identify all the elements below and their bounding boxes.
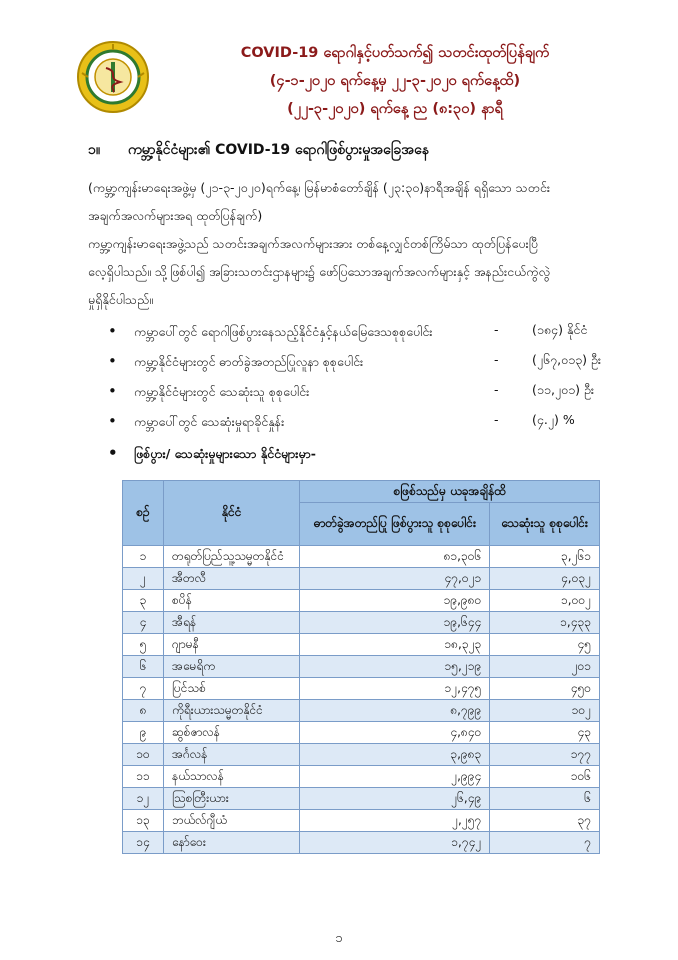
cell-deaths: ၃,၂၆၁ bbox=[490, 546, 600, 568]
cell-no: ၁၃ bbox=[123, 810, 164, 832]
bullet-value: (၂၆၇,၀၁၃) ဦး bbox=[532, 352, 602, 367]
table-body bbox=[123, 546, 600, 854]
paragraph-note-line-1: ကမ္ဘာ့ကျန်းမာရေးအဖွဲ့သည် သတင်းအချက်အလက်များအား တစ်နေ့လျှင်တစ်ကြိမ်သာ ထုတ်ပြန်ပေးပြီ bbox=[88, 236, 538, 251]
cell-no: ၅ bbox=[123, 634, 164, 656]
page-number: ၁ bbox=[335, 931, 343, 946]
section-heading bbox=[88, 140, 429, 161]
bullet-item bbox=[108, 352, 602, 373]
bullet-heading bbox=[108, 444, 316, 465]
table-row bbox=[123, 700, 600, 722]
doc-timestamp: (၂၂-၃-၂၀၂၀) ရက်နေ့ ည (၈:၃၀) နာရီ bbox=[287, 101, 503, 117]
cell-deaths: ၆ bbox=[490, 788, 600, 810]
cell-no: ၇ bbox=[123, 678, 164, 700]
bullet-icon: • bbox=[108, 382, 117, 400]
cell-country: အီရန် bbox=[164, 612, 300, 634]
paragraph-source-line-1: (ကမ္ဘာ့ကျန်းမာရေးအဖွဲ့မှ (၂၁-၃-၂၀၂၀)ရက်နေ့၊ မြန်မာစံတော်ချိန် (၂၃:၃၀)နာရီအချိန် ရရှိသော သတင်း bbox=[88, 180, 551, 195]
cell-confirmed: ၁၈,၃၂၃ bbox=[300, 634, 490, 656]
bullet-dash: - bbox=[494, 322, 499, 337]
cell-country: စပိန် bbox=[164, 590, 300, 612]
cell-deaths: ၂၀၁ bbox=[490, 656, 600, 678]
cell-confirmed: ၈၁,၃၀၆ bbox=[300, 546, 490, 568]
col-header-deaths: သေဆုံးသူ စုစုပေါင်း bbox=[490, 503, 600, 546]
cell-no: ၆ bbox=[123, 656, 164, 678]
bullet-icon: • bbox=[108, 444, 118, 462]
cell-country: နော်ဝေး bbox=[164, 832, 300, 854]
bullet-label: ကမ္ဘာ့နိုင်ငံများတွင် ဓာတ်ခွဲအတည်ပြုလူနာ စုစုပေါင်း bbox=[134, 354, 364, 369]
bullet-dash: - bbox=[494, 412, 499, 427]
table-row bbox=[123, 568, 600, 590]
bullet-label: ကမ္ဘာပေါ်တွင် ရောဂါဖြစ်ပွားနေသည့်နိုင်ငံနှင့်နယ်မြေဒေသစုစုပေါင်း bbox=[134, 324, 433, 339]
paragraph-note-line-3: မှုရှိနိုင်ပါသည်။ bbox=[88, 292, 153, 307]
table-row bbox=[123, 590, 600, 612]
cell-country: ပြင်သစ် bbox=[164, 678, 300, 700]
cell-deaths: ၁၇၇ bbox=[490, 744, 600, 766]
cell-confirmed: ၃,၉၈၃ bbox=[300, 744, 490, 766]
bullet-value: (၄.၂) % bbox=[532, 412, 575, 427]
cell-deaths: ၁၀၆ bbox=[490, 766, 600, 788]
table-row bbox=[123, 634, 600, 656]
cell-deaths: ၄၃ bbox=[490, 722, 600, 744]
cell-no: ၁၀ bbox=[123, 744, 164, 766]
cell-confirmed: ၂,၉၉၄ bbox=[300, 766, 490, 788]
section-title: ကမ္ဘာ့နိုင်ငံများ၏ COVID-19 ရောဂါဖြစ်ပွားမှုအခြေအနေ bbox=[128, 142, 429, 158]
cell-deaths: ၃၇ bbox=[490, 810, 600, 832]
cell-confirmed: ၄၇,၀၂၁ bbox=[300, 568, 490, 590]
table-row bbox=[123, 832, 600, 854]
cell-deaths: ၄၅ bbox=[490, 634, 600, 656]
col-header-country: နိုင်ငံ bbox=[164, 481, 300, 546]
cell-country: ဩစတြီးယား bbox=[164, 788, 300, 810]
cell-country: နယ်သာလန် bbox=[164, 766, 300, 788]
table-row bbox=[123, 810, 600, 832]
cell-country: အမေရိက bbox=[164, 656, 300, 678]
cell-no: ၁၁ bbox=[123, 766, 164, 788]
bullet-icon: • bbox=[108, 412, 117, 430]
bullet-label: ကမ္ဘာပေါ်တွင် သေဆုံးမှုရာခိုင်နှုန်း bbox=[134, 414, 285, 429]
cell-confirmed: ၁၂,၄၇၅ bbox=[300, 678, 490, 700]
cell-deaths: ၄၅၀ bbox=[490, 678, 600, 700]
cell-confirmed: ၂,၂၅၇ bbox=[300, 810, 490, 832]
cell-confirmed: ၄,၈၄၀ bbox=[300, 722, 490, 744]
cell-deaths: ၄,၀၃၂ bbox=[490, 568, 600, 590]
cell-confirmed: ၁၉,၉၈၀ bbox=[300, 590, 490, 612]
col-header-group: စဖြစ်သည်မှ ယခုအချိန်ထိ bbox=[300, 481, 600, 503]
cell-no: ၁၂ bbox=[123, 788, 164, 810]
paragraph-note-line-2: လေ့ရှိပါသည်။ သို့ဖြစ်ပါ၍ အခြားသတင်းဌာနများ၌ ဖော်ပြသောအချက်အလက်များနှင့် အနည်းငယ်ကွဲလွဲ bbox=[88, 264, 551, 279]
bullet-value: (၁၁,၂၀၁) ဦး bbox=[532, 382, 595, 397]
cell-country: ဘယ်လ်ဂျီယံ bbox=[164, 810, 300, 832]
table-row bbox=[123, 744, 600, 766]
ministry-emblem-icon bbox=[76, 40, 150, 114]
table-row bbox=[123, 766, 600, 788]
cell-confirmed: ၁၅,၂၁၉ bbox=[300, 656, 490, 678]
col-header-confirmed: ဓာတ်ခွဲအတည်ပြု ဖြစ်ပွားသူ စုစုပေါင်း bbox=[300, 503, 490, 546]
cell-no: ၃ bbox=[123, 590, 164, 612]
cell-no: ၂ bbox=[123, 568, 164, 590]
doc-title: COVID-19 ရောဂါနှင့်ပတ်သက်၍ သတင်းထုတ်ပြန်ချက် bbox=[240, 45, 550, 61]
bullet-item bbox=[108, 322, 588, 343]
table-row bbox=[123, 546, 600, 568]
table-row bbox=[123, 722, 600, 744]
col-header-no: စဉ် bbox=[123, 481, 164, 546]
cell-country: တရုတ်ပြည်သူ့သမ္မတနိုင်ငံ bbox=[164, 546, 300, 568]
bullet-label: ကမ္ဘာ့နိုင်ငံများတွင် သေဆုံးသူ စုစုပေါင်း bbox=[134, 384, 310, 399]
country-cases-table bbox=[122, 480, 600, 854]
bullet-dash: - bbox=[494, 352, 499, 367]
cell-country: ကိုရီးယားသမ္မတနိုင်ငံ bbox=[164, 700, 300, 722]
table-row bbox=[123, 788, 600, 810]
table-row bbox=[123, 612, 600, 634]
cell-deaths: ၇ bbox=[490, 832, 600, 854]
doc-date-range: (၄-၁-၂၀၂၀ ရက်နေ့မှ ၂၂-၃-၂၀၂၀ ရက်နေ့ထိ) bbox=[269, 73, 521, 89]
cell-confirmed: ၁၉,၆၄၄ bbox=[300, 612, 490, 634]
cell-no: ၈ bbox=[123, 700, 164, 722]
bullet-icon: • bbox=[108, 322, 117, 340]
cell-deaths: ၁,၀၀၂ bbox=[490, 590, 600, 612]
cell-deaths: ၁၀၂ bbox=[490, 700, 600, 722]
bullet-item bbox=[108, 412, 575, 433]
bullet-item bbox=[108, 382, 595, 403]
paragraph-source-line-2: အချက်အလက်များအရ ထုတ်ပြန်ချက်) bbox=[88, 208, 263, 223]
cell-confirmed: ၈,၇၉၉ bbox=[300, 700, 490, 722]
cell-confirmed: ၂၆,၄၉ bbox=[300, 788, 490, 810]
table-row bbox=[123, 678, 600, 700]
cell-no: ၄ bbox=[123, 612, 164, 634]
bullet-dash: - bbox=[494, 382, 499, 397]
table-row bbox=[123, 656, 600, 678]
cell-country: အင်္ဂလန် bbox=[164, 744, 300, 766]
bullet-icon: • bbox=[108, 352, 117, 370]
bullet-heading-text: ဖြစ်ပွား/ သေဆုံးမှုများသော နိုင်ငံများမှာ- bbox=[134, 446, 316, 461]
cell-no: ၁ bbox=[123, 546, 164, 568]
bullet-value: (၁၈၄) နိုင်ငံ bbox=[532, 322, 588, 337]
cell-country: ဆွစ်ဇာလန် bbox=[164, 722, 300, 744]
cell-country: ဂျာမနီ bbox=[164, 634, 300, 656]
cell-deaths: ၁,၄၃၃ bbox=[490, 612, 600, 634]
cell-confirmed: ၁,၇၄၂ bbox=[300, 832, 490, 854]
cell-no: ၉ bbox=[123, 722, 164, 744]
section-number: ၁။ bbox=[88, 142, 101, 158]
cell-country: အီတလီ bbox=[164, 568, 300, 590]
cell-no: ၁၄ bbox=[123, 832, 164, 854]
